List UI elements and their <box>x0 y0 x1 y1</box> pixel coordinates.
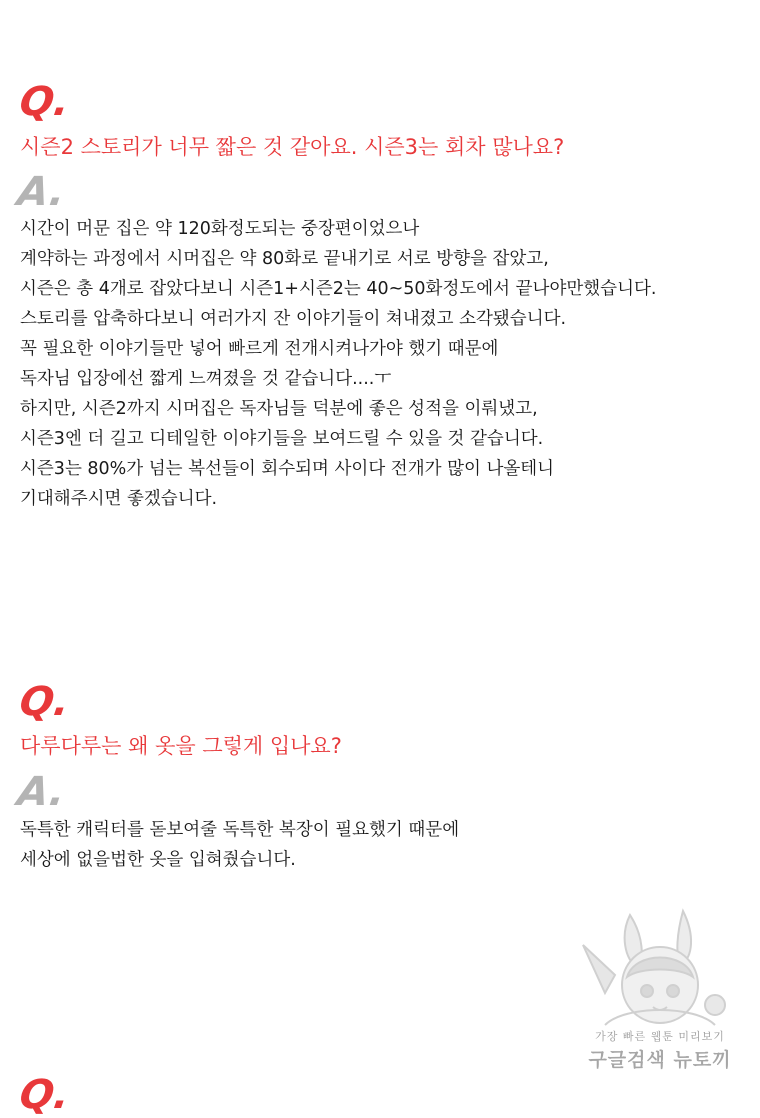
answer-2 <box>20 815 459 875</box>
question-2: 다루다루는 왜 옷을 그렇게 입나요? <box>20 734 342 758</box>
answer-line: 하지만, 시즌2까지 시머집은 독자님들 덕분에 좋은 성적을 이뤄냈고, <box>20 399 538 419</box>
question-1: 시즌2 스토리가 너무 짧은 것 같아요. 시즌3는 회차 많나요? <box>20 135 565 159</box>
watermark-title: 구글검색 뉴토끼 <box>588 1049 732 1071</box>
answer-line: 시즌은 총 4개로 잡았다보니 시즌1+시즌2는 40~50화정도에서 끝나야만했습니다. <box>20 279 657 299</box>
a-mark-1: A. <box>14 169 69 215</box>
q-mark-3: Q. <box>16 1072 73 1118</box>
answer-line: 꼭 필요한 이야기들만 넣어 빠르게 전개시켜나가야 했기 때문에 <box>20 339 499 359</box>
answer-1 <box>20 214 656 514</box>
answer-line: 기대해주시면 좋겠습니다. <box>20 489 218 509</box>
answer-line: 시즌3는 80%가 넘는 복선들이 회수되며 사이다 전개가 많이 나올테니 <box>20 459 555 479</box>
a-mark-2: A. <box>14 769 69 815</box>
bunny-mascot-icon <box>575 905 745 1035</box>
watermark <box>575 905 745 1080</box>
q-mark-1: Q. <box>16 79 73 125</box>
answer-line: 시간이 머문 집은 약 120화정도되는 중장편이었으나 <box>20 219 420 239</box>
answer-line: 계약하는 과정에서 시머집은 약 80화로 끝내기로 서로 방향을 잡았고, <box>20 249 549 269</box>
answer-line: 독자님 입장에선 짧게 느껴졌을 것 같습니다....ㅜ <box>20 369 392 389</box>
answer-line: 세상에 없을법한 옷을 입혀줬습니다. <box>20 850 296 870</box>
answer-line: 시즌3엔 더 길고 디테일한 이야기들을 보여드릴 수 있을 것 같습니다. <box>20 429 544 449</box>
answer-line: 독특한 캐릭터를 돋보여줄 독특한 복장이 필요했기 때문에 <box>20 820 460 840</box>
answer-line: 스토리를 압축하다보니 여러가지 잔 이야기들이 쳐내졌고 소각됐습니다. <box>20 309 567 329</box>
watermark-caption: 가장 빠른 웹툰 미리보기 <box>595 1030 725 1043</box>
q-mark-2: Q. <box>16 679 73 725</box>
